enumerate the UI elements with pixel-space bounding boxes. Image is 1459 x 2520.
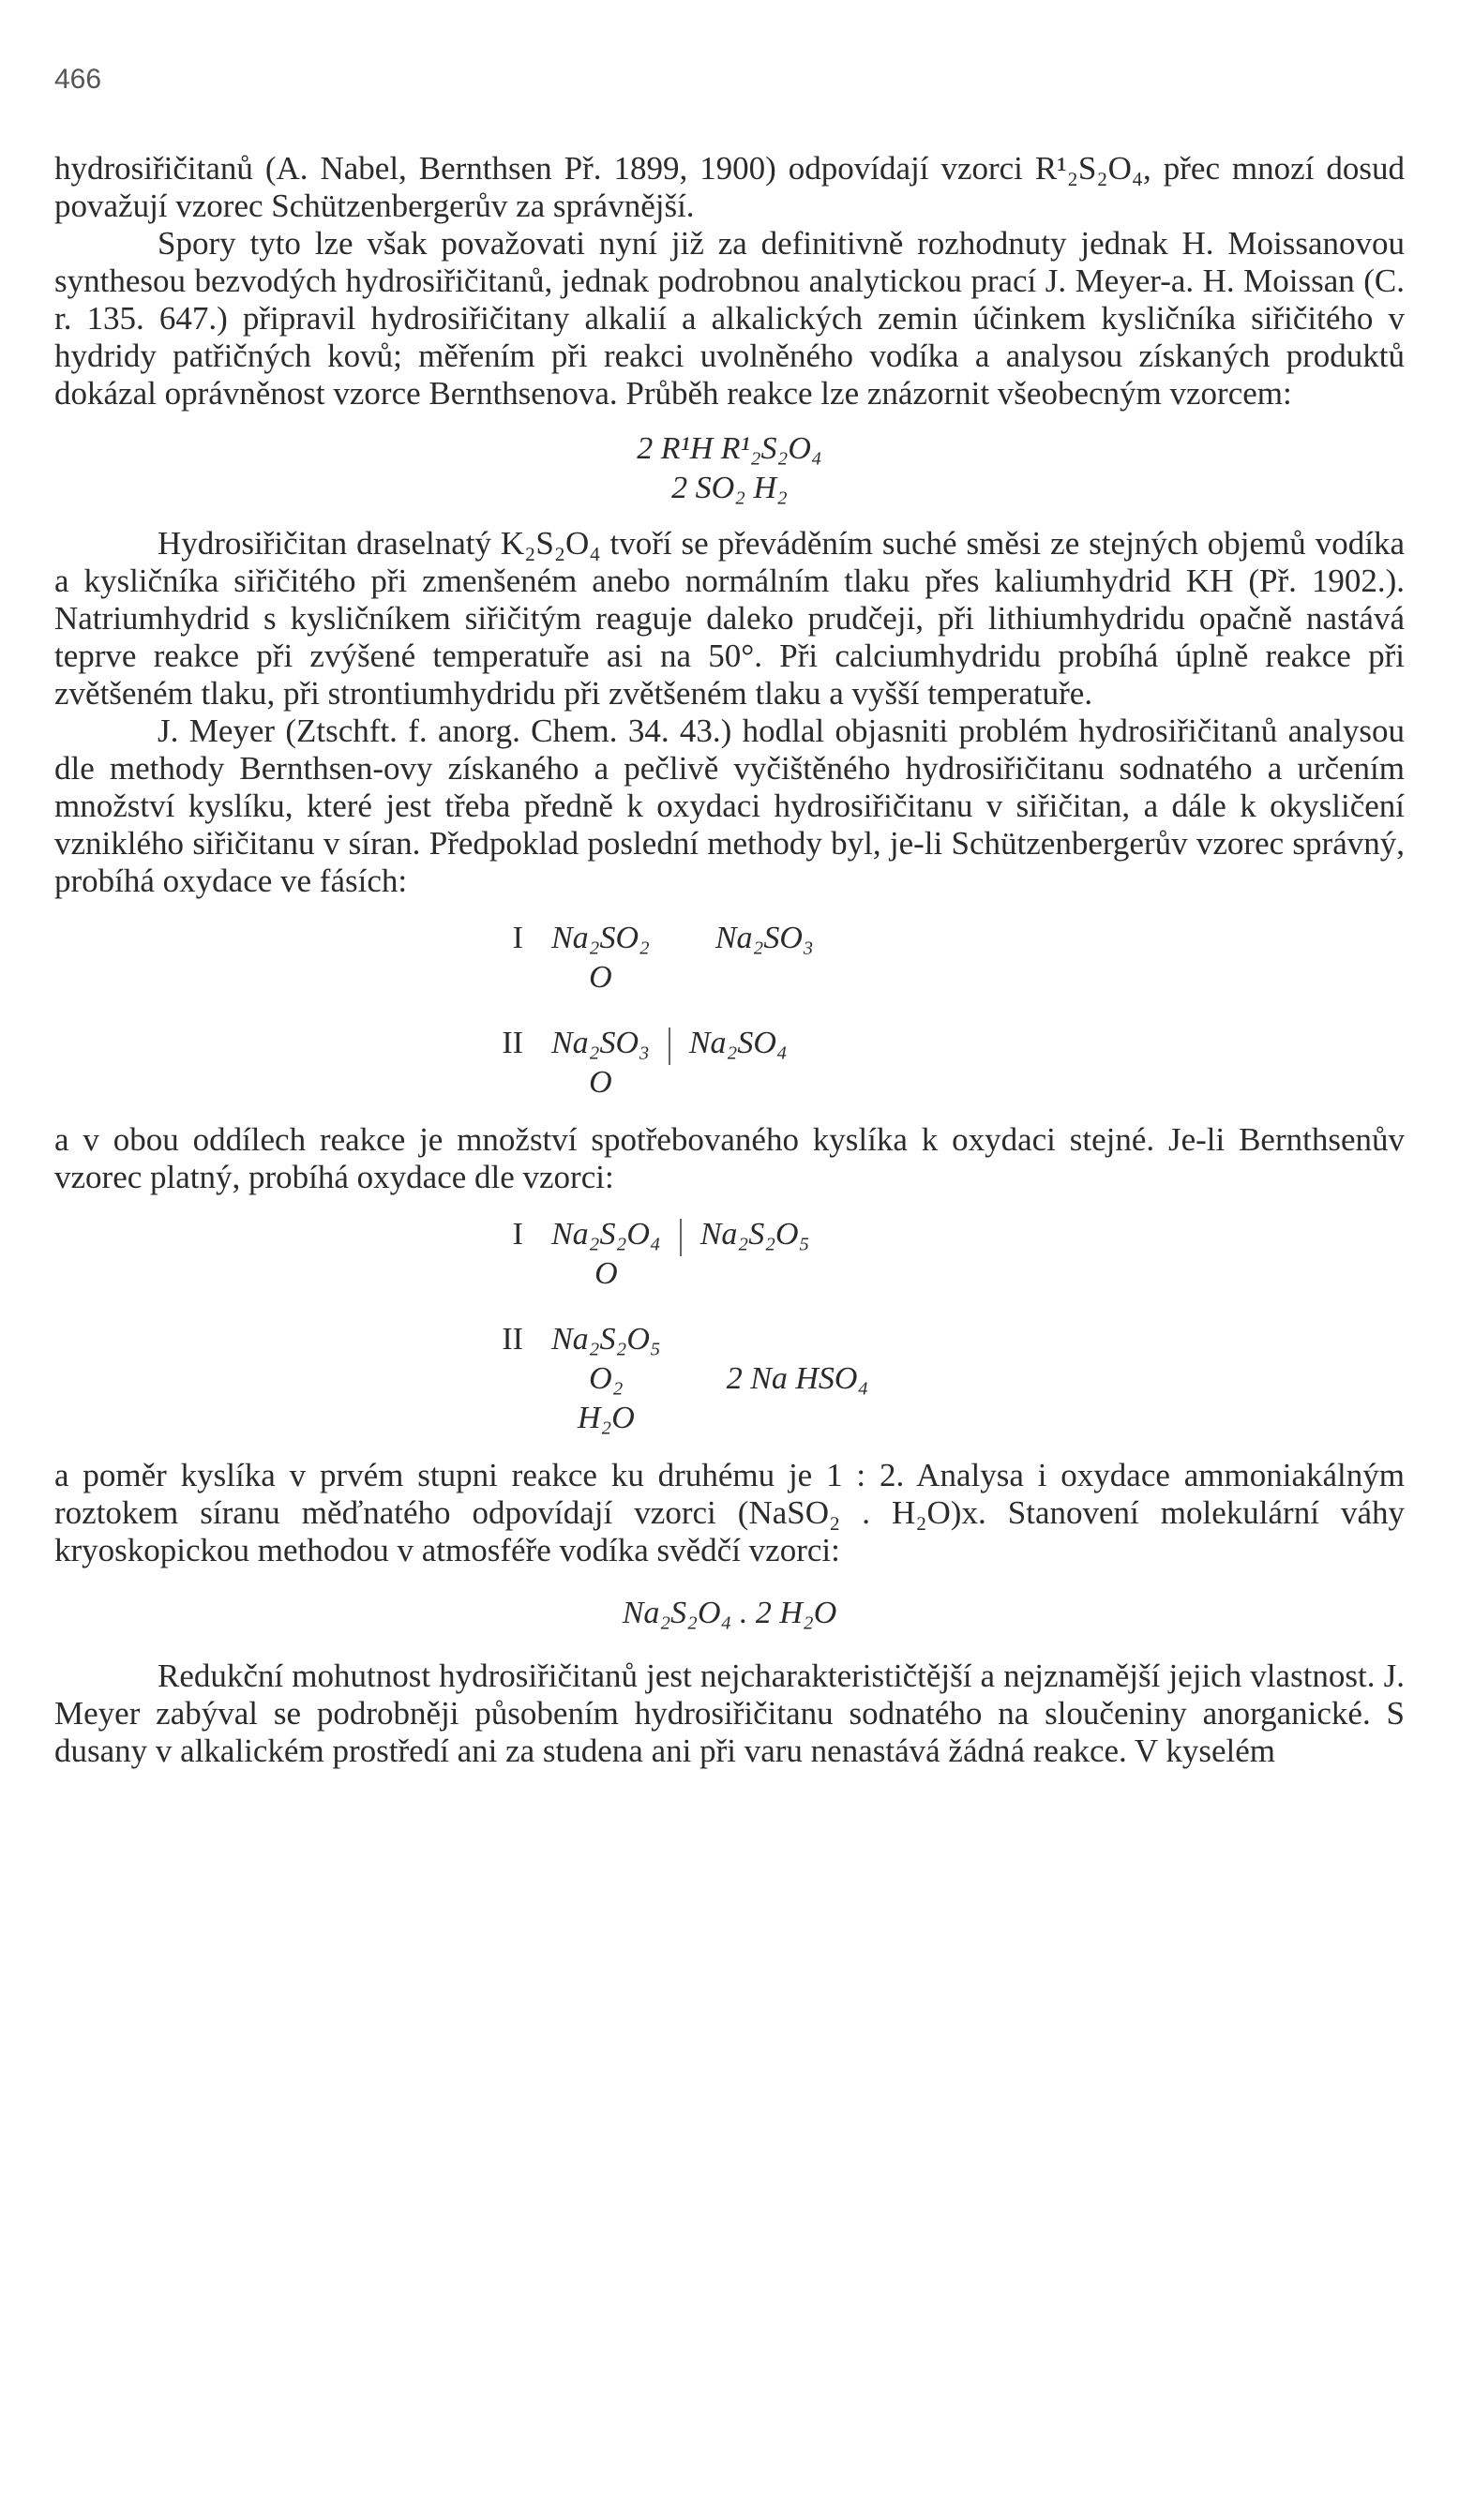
bernthsen-oxidation-scheme xyxy=(467,1215,1405,1438)
step2-ii-oxygen: O₂ xyxy=(589,1361,624,1396)
hydrate-formula xyxy=(54,1594,1405,1633)
step2-label-i: I xyxy=(512,1217,523,1252)
step2-i-product: Na₂S₂O₅ xyxy=(699,1217,810,1252)
body-text xyxy=(54,150,1405,1770)
paragraph-6: a poměr kyslíka v prvém stupni reakce ku druhému je 1 : 2. Analysa i oxydace ammoniakálným roztokem síranu měďnatého odpovídají vzorci (NaSO₂ . H₂O)x. Stanovení molekulární váhy kryoskopickou methodou v atmosféře vodíka svědčí vzorci: xyxy=(54,1457,1405,1568)
step-i-product: Na₂SO₃ xyxy=(714,921,814,955)
paragraph-2: Spory tyto lze však považovati nyní již za definitivně rozhodnuty jednak H. Moissanovou synthesou bezvodých hydrosiřičitanů, jednak podrobnou analytickou prací J. Meyer-a. H. Moissan (C. r. 135. 647.) připravil hydrosiřičitany alkalií a alkalických zemin účinkem kysličníka siřičitého v hydridy patřičných kovů; měřením při reakci uvolněného vodíka a analysou získaných produktů dokázal oprávněnost vzorce Bernthsenova. Průběh reakce lze znázornit všeobecným vzorcem: xyxy=(54,225,1405,412)
paragraph-3: Hydrosiřičitan draselnatý K₂S₂O₄ tvoří se převáděním suché směsi ze stejných objemů vodíka a kysličníka siřičitého při zmenšeném anebo normálním tlaku přes kaliumhydrid KH (Př. 1902.). Natriumhydrid s kysličníkem siřičitým reaguje daleko prudčeji, při lithiumhydridu opačně nastává teprve reakce při zvýšené temperatuře asi na 50°. Při calciumhydridu probíhá úplně reakce při zvětšeném tlaku, při strontiumhydridu při zvětšeném tlaku a vyšší temperatuře. xyxy=(54,525,1405,712)
step-ii-reactant: Na₂SO₃ xyxy=(551,1026,650,1060)
step-i-reactant: Na₂SO₂ xyxy=(551,921,650,955)
reaction-bar-1 xyxy=(680,1219,682,1256)
step2-i-reactant: Na₂S₂O₄ xyxy=(551,1217,661,1252)
step-ii-oxygen: O xyxy=(589,1065,612,1100)
step2-ii-reactant: Na₂S₂O₅ xyxy=(551,1322,661,1357)
paragraph-5: a v obou oddílech reakce je množství spotřebovaného kyslíka k oxydaci stejné. Je-li Bernthsenův vzorec platný, probíhá oxydace dle vzorci: xyxy=(54,1121,1405,1195)
step2-label-ii: II xyxy=(502,1322,523,1357)
step-label-ii: II xyxy=(502,1026,523,1060)
formula-line-2: 2 SO₂ H₂ xyxy=(671,471,788,505)
step-i-oxygen: O xyxy=(589,960,612,995)
step-label-i: I xyxy=(512,921,523,955)
page-number: 466 xyxy=(54,64,102,95)
step-ii-product: Na₂SO₄ xyxy=(688,1026,788,1060)
general-reaction-formula xyxy=(54,429,1405,508)
reaction-bar xyxy=(669,1028,670,1065)
paragraph-4: J. Meyer (Ztschft. f. anorg. Chem. 34. 43.) hodlal objasniti problém hydrosiřičitanů analysou dle methody Bernthsen-ovy získaného a pečlivě vyčištěného hydrosiřičitanu sodnatého a určením množství kyslíku, které jest třeba předně k oxydaci hydrosiřičitanu v siřičitan, a dále k okysličení vzniklého siřičitanu v síran. Předpoklad poslední methody byl, je-li Schützenbergerův vzorec správný, probíhá oxydace ve fásích: xyxy=(54,712,1405,899)
step2-ii-product: 2 Na HSO₄ xyxy=(726,1361,869,1396)
hydrate-formula-text: Na₂S₂O₄ . 2 H₂O xyxy=(622,1596,837,1630)
paragraph-7: Redukční mohutnost hydrosiřičitanů jest nejcharakterističtější a nejznamější jejich vlastnost. J. Meyer zabýval se podrobněji působením hydrosiřičitanu sodnatého na sloučeniny anorganické. S dusany v alkalickém prostředí ani za studena ani při varu nenastává žádná reakce. V kyselém xyxy=(54,1658,1405,1769)
step2-ii-water: H₂O xyxy=(577,1401,635,1435)
schutzenberger-oxidation-scheme xyxy=(467,919,1405,1102)
formula-line-1: 2 R¹H R¹₂S₂O₄ xyxy=(637,431,822,466)
paragraph-1: hydrosiřičitanů (A. Nabel, Bernthsen Př. 1899, 1900) odpovídají vzorci R¹₂S₂O₄, přec mnozí dosud považují vzorec Schützenbergerův za správnější. xyxy=(54,150,1405,224)
step2-i-oxygen: O xyxy=(594,1256,618,1291)
